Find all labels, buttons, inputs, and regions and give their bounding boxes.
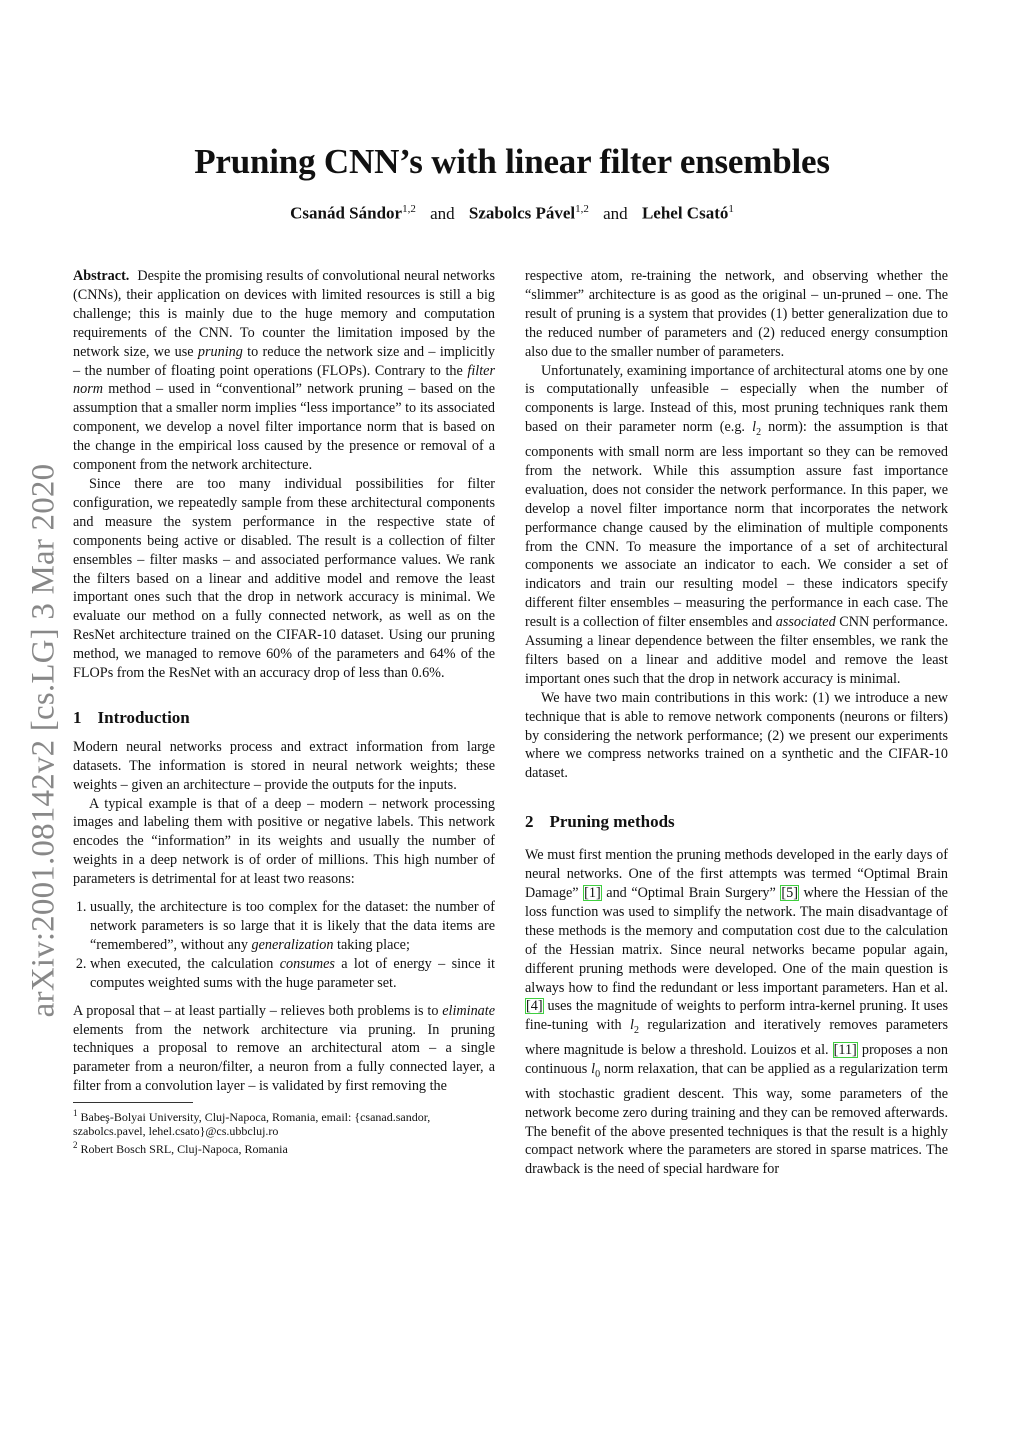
footnote-rule — [73, 1102, 193, 1103]
footnote-2-mark: 2 — [73, 1140, 78, 1151]
author-line — [0, 203, 1024, 224]
and-word-2: and — [603, 203, 628, 223]
right-column — [525, 267, 948, 1179]
footnote-2 — [73, 1138, 495, 1156]
arxiv-identifier: arXiv:2001.08142v2 [cs.LG] 3 Mar 2020 — [25, 463, 62, 1017]
footnote-2-text: Robert Bosch SRL, Cluj-Napoca, Romania — [80, 1142, 288, 1157]
intro-p3: A proposal that – at least partially – relieves both problems is to eliminate elements from the network architecture via pruning. In pruning techniques a proposal to remove an architectural atom – a single parameter from a neuron/filter, a neuron from a fully connected layer, a filter from a convolution layer – is validated by first removing the — [73, 1002, 495, 1095]
abstract-p2: Since there are too many individual possibilities for filter configuration, we repeatedly sample from these architectural components and measure the system performance in the respective state of components being active or disabled. The result is a collection of filter ensembles – filter masks – and associated performance values. We rank the filters based on a linear and additive model and remove the least important ones such that the drop in network accuracy is minimal. We evaluate our method on a fully connected network, as well as on the ResNet architecture trained on the CIFAR-10 dataset. Using our pruning method, we managed to remove 60% of the parameters and 64% of the FLOPs from the ResNet with an accuracy drop of less than 0.6%. — [73, 475, 495, 682]
author-2-name: Szabolcs Pável — [468, 203, 576, 223]
citation-link[interactable]: [5] — [781, 885, 798, 902]
footnote-1-mark: 1 — [73, 1108, 78, 1119]
footnote-1 — [73, 1106, 495, 1138]
left-column — [73, 267, 495, 1156]
paper-title: Pruning CNN’s with linear filter ensembles — [194, 142, 830, 181]
intro-p1: Modern neural networks process and extract information from large datasets. The information is stored in neural network weights; these weights – given an architecture – provide the outputs for the inputs. — [73, 738, 495, 793]
author-3-name: Lehel Csató — [641, 203, 729, 223]
right-p1: respective atom, re-training the network, and observing whether the “slimmer” architecture is as good as the original – un-pruned – one. The result of pruning is a system that provides (1) better generalization due to the reduced number of parameters and (2) reduced energy consumption also due to the smaller number of parameters. — [525, 268, 948, 360]
list-item: 2. when executed, the calculation consumes a lot of energy – since it computes weighted sums with the huge parameter set. — [90, 955, 495, 993]
section-2-title: Pruning methods — [549, 812, 675, 832]
footnote-1-text: Babeş-Bolyai University, Cluj-Napoca, Romania, email: {csanad.sandor, szabolcs.pavel, lehel.csato}@cs.ubbcluj.ro — [73, 1110, 431, 1139]
author-2-affil: 1,2 — [575, 203, 589, 215]
section-2-heading — [525, 813, 948, 832]
section-1-title: Introduction — [97, 707, 190, 727]
section-2-number: 2 — [525, 812, 534, 832]
and-word-1: and — [430, 203, 455, 223]
author-3-affil: 1 — [728, 203, 734, 215]
abstract-p1 — [73, 267, 495, 475]
arxiv-sidebar — [14, 440, 74, 1040]
right-p2: Unfortunately, examining importance of architectural atoms one by one is computationally unfeasible – especially when the number of components is large. Instead of this, most pruning techniques rank them based on their parameter norm (e.g. $l_2$ norm): the assumption is that components with small norm are less important so they can be removed from the network. While this assumption assure fast importance evaluation, does not consider the network performance. In this paper, we develop a novel filter importance norm that incorporates the network performance change caused by the elimination of multiple components from the CNN. To measure the importance of a set of architectural components we associate an indicator to each. We consider a set of indicators and train our resulting model – these indicators specify different filter ensembles – measuring the performance in each case. The result is a collection of filter ensembles and associated CNN performance. Assuming a linear dependence between the filter ensembles, we rank the filters based on a linear and additive model and remove the least important ones such that the drop in network accuracy is minimal. — [525, 362, 948, 687]
citation-link[interactable]: [11] — [833, 1042, 857, 1059]
right-p4: We must first mention the pruning methods developed in the early days of neural networks. One of the first attempts was termed “Optimal Brain Damage” [1] and “Optimal Brain Surgery” [5] where the Hessian of the loss function was used to simplify the network. The main disadvantage of these methods is the memory and computation cost due to the calculation of the Hessian matrix. Since neural networks became popular again, different pruning methods were developed. One of the main question is always how to find the redundant or less important parameters. Han et al. [4] uses the magnitude of weights to perform intra-kernel pruning. It uses fine-tuning with $l_2$ regularization and iteratively removes parameters where magnitude is below a threshold. Louizos et al. [11] proposes a non continuous $l_0$ norm relaxation, that can be applied as a regularization term with stochastic gradient descent. This way, some parameters of the network become zero during training and they can be removed afterwards. The benefit of the above presented techniques is that the result is a highly compact network where the parameters are stored in sparse matrices. The drawback is the need of special hardware for — [525, 847, 948, 1178]
right-p3: We have two main contributions in this work: (1) we introduce a new technique that is able to remove network components (neurons or filters) by considering the network performance; (2) we present our experiments where we compress networks trained on a synthetic and the CIFAR-10 dataset. — [525, 689, 948, 782]
abstract-label: Abstract. — [73, 268, 130, 284]
author-1-name: Csanád Sándor — [290, 203, 403, 223]
intro-p2: A typical example is that of a deep – modern – network processing images and labeling them with positive or negative labels. This network encodes the “information” in its weights and usually the number of weights in a deep network is of order of millions. This high number of parameters is detrimental for at least two reasons: — [73, 795, 495, 888]
section-1-heading — [73, 709, 495, 728]
citation-link[interactable]: [1] — [584, 885, 601, 902]
list-item: 1. usually, the architecture is too complex for the dataset: the number of network parameters is so large that it is likely that the data items are “remembered”, without any generalization taking place; — [90, 898, 495, 955]
citation-link[interactable]: [4] — [526, 998, 543, 1015]
author-1-affil: 1,2 — [402, 203, 416, 215]
intro-reasons-list — [73, 898, 495, 993]
section-1-number: 1 — [73, 707, 82, 727]
abstract-p1-text: Despite the promising results of convolutional neural networks (CNNs), their application on devices with limited resources is still a big challenge; this is mainly due to the huge memory and computation requirements of the CNN. To counter the limitation imposed by the network size, we use pruning to reduce the network size and – implicitly – the number of floating point operations (FLOPs). Contrary to the filter norm method – used in “conventional” network pruning – based on the assumption that a smaller norm implies “less importance” to its associated component, we develop a novel filter importance norm that is based on the change in the empirical loss caused by the presence or removal of a component from the network architecture. — [73, 268, 495, 474]
